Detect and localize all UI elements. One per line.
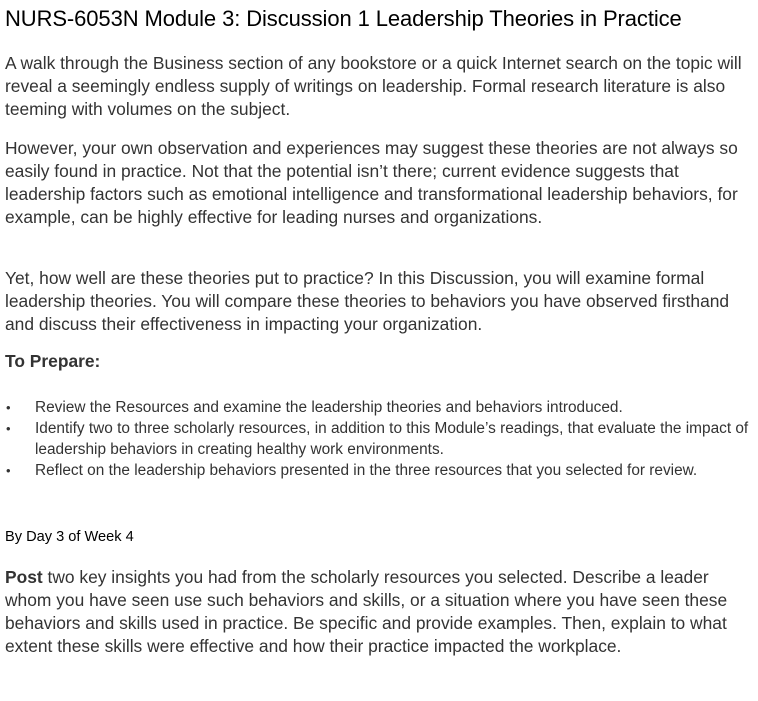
- bullet-icon: •: [6, 400, 11, 415]
- prepare-list: [0, 397, 758, 481]
- discussion-paragraph: Yet, how well are these theories put to practice? In this Discussion, you will examine formal leadership theories. You will compare these theories to behaviors you have observed firsthand and discuss their effectiveness in impacting your organization.: [5, 268, 730, 334]
- prepare-item-1: [0, 397, 758, 418]
- page-title: NURS-6053N Module 3: Discussion 1 Leadership Theories in Practice: [5, 6, 682, 31]
- prepare-item-2: [0, 418, 758, 460]
- prepare-item-text: Reflect on the leadership behaviors presented in the three resources that you selected for review.: [35, 462, 698, 479]
- observation-paragraph: However, your own observation and experiences may suggest these theories are not always so easily found in practice. Not that the potential isn’t there; current evidence suggests that leadership factors such as emotional intelligence and transformational leadership behaviors, for example, can be highly effective for leading nurses and organizations.: [5, 138, 738, 227]
- due-date-label: By Day 3 of Week 4: [5, 529, 134, 545]
- bullet-icon: •: [6, 421, 11, 436]
- intro-paragraph: A walk through the Business section of any bookstore or a quick Internet search on the topic will reveal a seemingly endless supply of writings on leadership. Formal research literature is also teeming with volumes on the subject.: [5, 53, 742, 119]
- post-lead: Post: [5, 567, 43, 587]
- prepare-item-text: Identify two to three scholarly resources, in addition to this Module’s readings, that evaluate the impact of leadership behaviors in creating healthy work environments.: [35, 420, 749, 458]
- prepare-item-text: Review the Resources and examine the leadership theories and behaviors introduced.: [35, 399, 623, 416]
- post-paragraph: [5, 566, 757, 658]
- bullet-icon: •: [6, 463, 11, 478]
- to-prepare-heading: To Prepare:: [5, 351, 101, 371]
- post-text: two key insights you had from the scholarly resources you selected. Describe a leader whom you have seen use such behaviors and skills, or a situation where you have seen these behaviors and skills used in practice. Be specific and provide examples. Then, explain to what extent these skills were effective and how their practice impacted the workplace.: [5, 567, 728, 656]
- prepare-item-3: [0, 460, 758, 481]
